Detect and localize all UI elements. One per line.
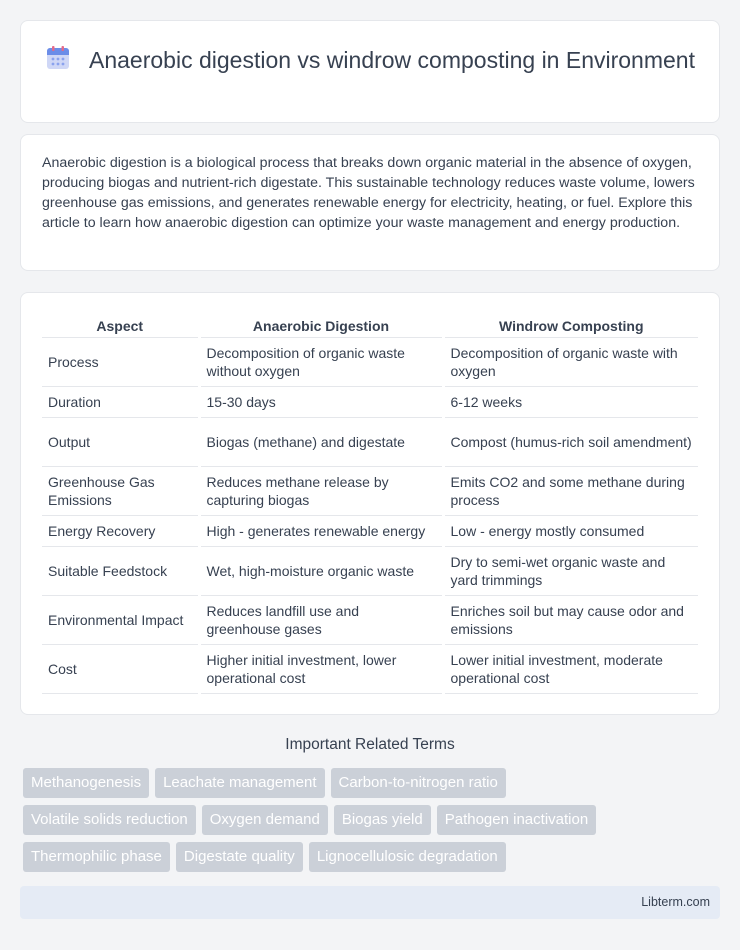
cell-anaerobic: 15-30 days bbox=[199, 387, 443, 418]
page-title-text: Anaerobic digestion vs windrow composting in Environment bbox=[89, 47, 695, 73]
cell-aspect: Process bbox=[42, 338, 199, 387]
table-row bbox=[42, 516, 698, 547]
cell-anaerobic: Reduces methane release by capturing biogas bbox=[199, 467, 443, 516]
tag-methanogenesis[interactable]: Methanogenesis bbox=[23, 768, 149, 798]
cell-anaerobic: Higher initial investment, lower operational cost bbox=[199, 645, 443, 694]
header-aspect: Aspect bbox=[42, 313, 199, 338]
cell-aspect: Duration bbox=[42, 387, 199, 418]
cell-anaerobic: Wet, high-moisture organic waste bbox=[199, 547, 443, 596]
page-title bbox=[21, 45, 719, 75]
calendar-icon bbox=[45, 45, 71, 71]
header-anaerobic: Anaerobic Digestion bbox=[199, 313, 443, 338]
tag-carbon-to-nitrogen-ratio[interactable]: Carbon-to-nitrogen ratio bbox=[331, 768, 506, 798]
tag-oxygen-demand[interactable]: Oxygen demand bbox=[202, 805, 328, 835]
tag-leachate-management[interactable]: Leachate management bbox=[155, 768, 324, 798]
tag-lignocellulosic-degradation[interactable]: Lignocellulosic degradation bbox=[309, 842, 506, 872]
related-terms-heading: Important Related Terms bbox=[285, 736, 455, 753]
cell-anaerobic: Decomposition of organic waste without oxygen bbox=[199, 338, 443, 387]
tag-digestate-quality[interactable]: Digestate quality bbox=[176, 842, 303, 872]
cell-windrow: Compost (humus-rich soil amendment) bbox=[443, 418, 698, 467]
cell-windrow: Dry to semi-wet organic waste and yard trimmings bbox=[443, 547, 698, 596]
cell-windrow: Lower initial investment, moderate operational cost bbox=[443, 645, 698, 694]
comparison-card bbox=[20, 292, 720, 715]
tag-row bbox=[23, 805, 703, 835]
header-windrow: Windrow Composting bbox=[443, 313, 698, 338]
table-header-row bbox=[42, 313, 698, 338]
tag-volatile-solids-reduction[interactable]: Volatile solids reduction bbox=[23, 805, 196, 835]
cell-aspect: Output bbox=[42, 418, 199, 467]
cell-windrow: 6-12 weeks bbox=[443, 387, 698, 418]
table-row bbox=[42, 547, 698, 596]
cell-aspect: Environmental Impact bbox=[42, 596, 199, 645]
tag-row bbox=[23, 768, 703, 798]
cell-windrow: Decomposition of organic waste with oxygen bbox=[443, 338, 698, 387]
table-row bbox=[42, 338, 698, 387]
cell-aspect: Energy Recovery bbox=[42, 516, 199, 547]
intro-text: Anaerobic digestion is a biological process that breaks down organic material in the absence of oxygen, producing biogas and nutrient-rich digestate. This sustainable technology reduces waste volume, lowers greenhouse gas emissions, and generates renewable energy for electricity, heating, or fuel. Explore this article to learn how anaerobic digestion can optimize your waste management and energy production. bbox=[42, 155, 695, 231]
comparison-table bbox=[42, 313, 698, 694]
footer bbox=[20, 886, 720, 919]
cell-windrow: Low - energy mostly consumed bbox=[443, 516, 698, 547]
title-card bbox=[20, 20, 720, 123]
cell-aspect: Greenhouse Gas Emissions bbox=[42, 467, 199, 516]
tag-row bbox=[23, 842, 703, 872]
tag-biogas-yield[interactable]: Biogas yield bbox=[334, 805, 431, 835]
table-row bbox=[42, 418, 698, 467]
table-row bbox=[42, 387, 698, 418]
intro-card bbox=[20, 134, 720, 271]
cell-windrow: Enriches soil but may cause odor and emissions bbox=[443, 596, 698, 645]
footer-site-link[interactable]: Libterm.com bbox=[641, 895, 710, 909]
cell-aspect: Suitable Feedstock bbox=[42, 547, 199, 596]
tag-thermophilic-phase[interactable]: Thermophilic phase bbox=[23, 842, 170, 872]
cell-anaerobic: High - generates renewable energy bbox=[199, 516, 443, 547]
table-row bbox=[42, 596, 698, 645]
table-row bbox=[42, 645, 698, 694]
table-row bbox=[42, 467, 698, 516]
cell-anaerobic: Biogas (methane) and digestate bbox=[199, 418, 443, 467]
cell-aspect: Cost bbox=[42, 645, 199, 694]
cell-anaerobic: Reduces landfill use and greenhouse gases bbox=[199, 596, 443, 645]
related-terms bbox=[23, 768, 703, 879]
cell-windrow: Emits CO2 and some methane during process bbox=[443, 467, 698, 516]
tag-pathogen-inactivation[interactable]: Pathogen inactivation bbox=[437, 805, 596, 835]
